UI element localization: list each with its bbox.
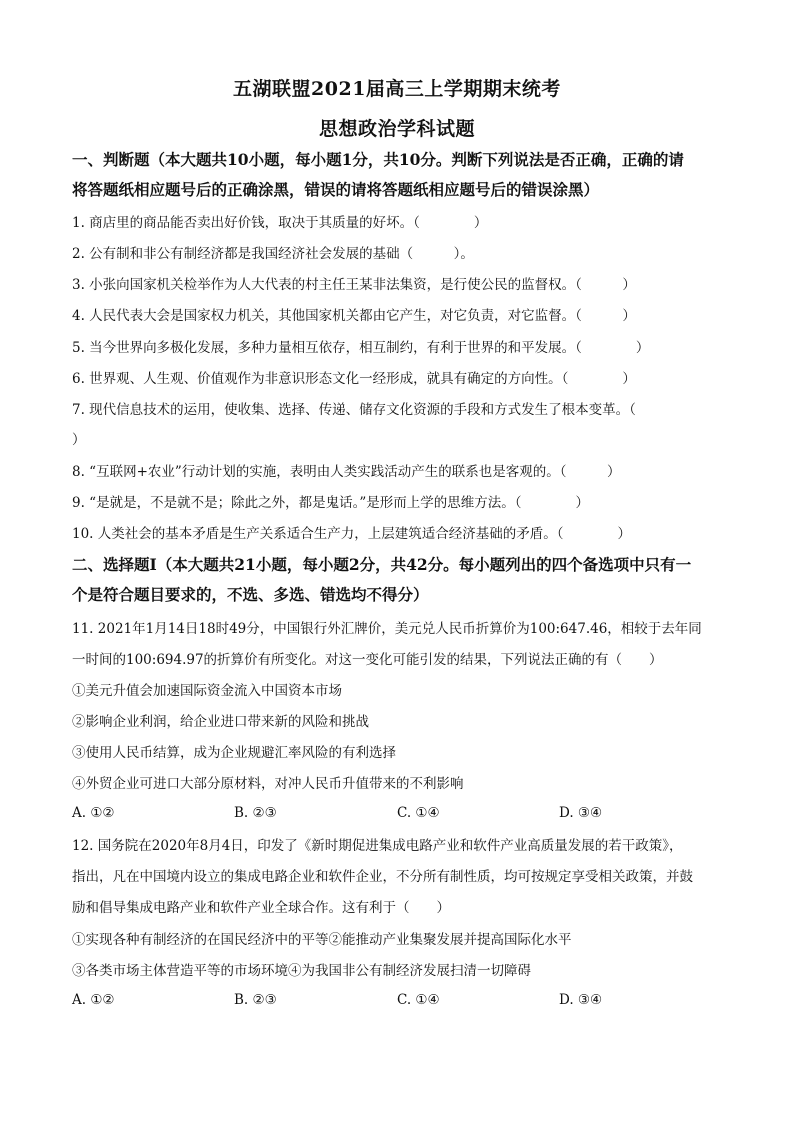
q11-option-c[interactable]: C. ①④ — [397, 805, 440, 821]
section1-heading-line2: 将答题纸相应题号后的正确涂黑，错误的请将答题纸相应题号后的错误涂黑） — [72, 180, 600, 199]
q12-option-b[interactable]: B. ②③ — [234, 992, 277, 1008]
q11-option-b[interactable]: B. ②③ — [234, 805, 277, 821]
section2-heading-line1: 二、选择题Ⅰ（本大题共21小题，每小题2分，共42分。每小题列出的四个备选项中只有一 — [72, 555, 692, 574]
q11-stem-line1: 11. 2021年1月14日18时49分，中国银行外汇牌价，美元兑人民币折算价为100:647.46，相较于去年同 — [72, 621, 702, 637]
judge-item-1: 1. 商店里的商品能否卖出好价钱，取决于其质量的好坏。（ ） — [72, 215, 488, 231]
judge-item-3: 3. 小张向国家机关检举作为人大代表的村主任王某非法集资，是行使公民的监督权。（ ） — [72, 277, 636, 293]
q11-statement-3: ③使用人民币结算，成为企业规避汇率风险的有利选择 — [72, 745, 396, 761]
q11-statement-2: ②影响企业利润，给企业进口带来新的风险和挑战 — [72, 714, 369, 730]
q12-statements-3-4: ③各类市场主体营造平等的市场环境④为我国非公有制经济发展扫清一切障碍 — [72, 963, 531, 979]
judge-item-5: 5. 当今世界向多极化发展，多种力量相互依存，相互制约，有利于世界的和平发展。（ ） — [72, 340, 650, 356]
judge-item-7: 7. 现代信息技术的运用，使收集、选择、传递、储存文化资源的手段和方式发生了根本变革。（ — [72, 402, 636, 418]
q12-option-c[interactable]: C. ①④ — [397, 992, 440, 1008]
q12-statements-1-2: ①实现各种有制经济的在国民经济中的平等②能推动产业集聚发展并提高国际化水平 — [72, 932, 572, 948]
judge-item-6: 6. 世界观、人生观、价值观作为非意识形态文化一经形成，就具有确定的方向性。（ ） — [72, 371, 636, 387]
judge-item-10: 10. 人类社会的基本矛盾是生产关系适合生产力，上层建筑适合经济基础的矛盾。（ ） — [72, 526, 632, 542]
section2-heading-line2: 个是符合题目要求的，不选、多选、错选均不得分） — [72, 585, 429, 604]
q12-option-a[interactable]: A. ①② — [72, 992, 115, 1008]
section1-heading-line1: 一、判断题（本大题共10小题，每小题1分，共10分。判断下列说法是否正确，正确的请 — [72, 150, 684, 169]
judge-item-4: 4. 人民代表大会是国家权力机关，其他国家机关都由它产生，对它负责，对它监督。（ ） — [72, 308, 636, 324]
q12-stem-line3: 励和倡导集成电路产业和软件产业全球合作。这有利于（ ） — [72, 900, 450, 916]
q12-stem-line1: 12. 国务院在2020年8月4日，印发了《新时期促进集成电路产业和软件产业高质量发展的若干政策》， — [72, 838, 683, 854]
exam-title: 五湖联盟2021届高三上学期期末统考 — [233, 78, 561, 100]
q12-option-d[interactable]: D. ③④ — [559, 992, 603, 1008]
q11-stem-line2: 一时间的100:694.97的折算价有所变化。对这一变化可能引发的结果，下列说法正确的有（ ） — [72, 652, 663, 668]
judge-item-2: 2. 公有制和非公有制经济都是我国经济社会发展的基础（ ）。 — [72, 246, 474, 262]
q11-statement-1: ①美元升值会加速国际资金流入中国资本市场 — [72, 683, 342, 699]
q12-stem-line2: 指出，凡在中国境内设立的集成电路企业和软件企业，不分所有制性质，均可按规定享受相关政策，并鼓 — [72, 869, 693, 885]
q11-statement-4: ④外贸企业可进口大部分原材料，对冲人民币升值带来的不利影响 — [72, 776, 464, 792]
judge-item-7-cont: ） — [72, 432, 86, 448]
q12-options — [72, 992, 732, 1012]
q11-option-d[interactable]: D. ③④ — [559, 805, 603, 821]
judge-item-9: 9. “是就是，不是就不是；除此之外，都是鬼话。”是形而上学的思维方法。（ ） — [72, 495, 589, 511]
judge-item-8: 8. “互联网+农业”行动计划的实施，表明由人类实践活动产生的联系也是客观的。（ ） — [72, 464, 621, 480]
exam-subtitle: 思想政治学科试题 — [318, 118, 475, 140]
q11-option-a[interactable]: A. ①② — [72, 805, 115, 821]
q11-options — [72, 805, 732, 825]
